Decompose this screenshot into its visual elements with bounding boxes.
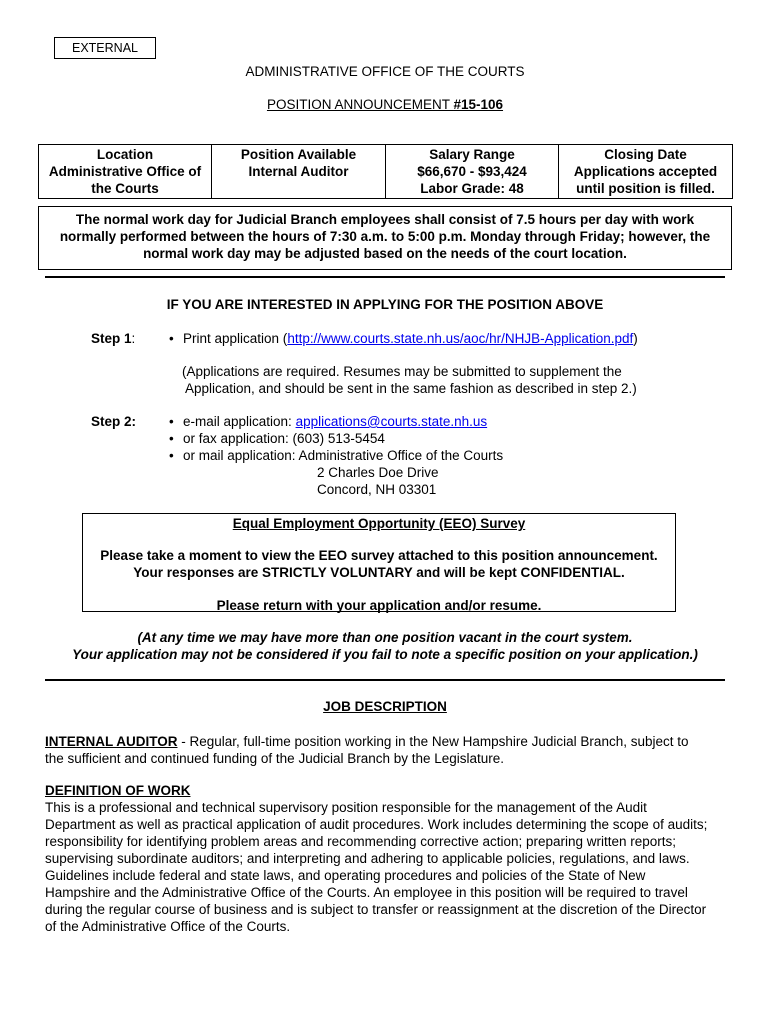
definition-line: supervising subordinate auditors; and interpreting and adhering to applicable policies, regulations, and laws. [45, 851, 690, 866]
step1-label: Step 1: [91, 331, 136, 346]
definition-line: responsibility for identifying problem areas and recommending corrective action; preparing written reports; [45, 834, 677, 849]
email-prefix: e-mail application: [183, 414, 296, 429]
step2-label: Step 2: [91, 414, 137, 429]
closing-line2: until position is filled. [576, 181, 715, 196]
eeo-line3: Please return with your application and/or resume. [216, 598, 542, 613]
header-salary: Salary Range [386, 145, 559, 164]
application-email-link[interactable]: applications@courts.state.nh.us [295, 414, 488, 429]
divider [45, 276, 725, 278]
position-value: Internal Auditor [248, 164, 349, 179]
header-location: Location [39, 145, 212, 164]
organization-title: ADMINISTRATIVE OFFICE OF THE COURTS [245, 64, 525, 79]
closing-cell [559, 163, 733, 199]
table-row [39, 163, 733, 199]
step2-email-item [183, 413, 487, 430]
notice-line2: Your application may not be considered if you fail to note a specific position on your application.) [72, 647, 698, 662]
eeo-survey-box [82, 513, 676, 612]
divider [45, 679, 725, 681]
job-intro-line1: INTERNAL AUDITOR - Regular, full-time position working in the New Hampshire Judicial Branch, subject to [45, 734, 689, 749]
salary-line2: Labor Grade: 48 [420, 181, 524, 196]
step1-note-line1: (Applications are required. Resumes may be submitted to supplement the [182, 364, 622, 379]
external-tag: EXTERNAL [54, 37, 156, 59]
job-intro [45, 733, 735, 767]
location-line1: Administrative Office of [48, 164, 202, 179]
eeo-line1: Please take a moment to view the EEO survey attached to this position announcement. [100, 548, 658, 563]
workday-line3: normal work day may be adjusted based on the needs of the court location. [143, 246, 627, 261]
mail-address-line1: 2 Charles Doe Drive [317, 465, 439, 480]
notice-line1: (At any time we may have more than one position vacant in the court system. [137, 630, 633, 645]
step1-print-item [183, 330, 638, 347]
application-pdf-link[interactable]: http://www.courts.state.nh.us/aoc/hr/NHJB-Application.pdf [287, 331, 634, 346]
definition-line: of the Administrative Office of the Courts. [45, 919, 291, 934]
step1-note-line2: Application, and should be sent in the same fashion as described in step 2.) [185, 381, 637, 396]
job-intro-line2: the sufficient and continued funding of the Judicial Branch by the Legislature. [45, 751, 505, 766]
announcement-number: #15-106 [453, 97, 504, 112]
definition-line: during the regular course of business and is subject to transfer or reassignment at the discretion of the Director [45, 902, 707, 917]
workday-notice-box [38, 206, 732, 270]
salary-line1: $66,670 - $93,424 [417, 164, 527, 179]
definition-line: Hampshire and the Administrative Office of the Courts. An employee in this position will be required to travel [45, 885, 688, 900]
step1-text-before: Print application ( [183, 331, 288, 346]
table-header-row [39, 145, 733, 164]
mail-address-line2: Concord, NH 03301 [317, 482, 437, 497]
header-closing: Closing Date [559, 145, 733, 164]
location-cell [39, 163, 212, 199]
closing-line1: Applications accepted [573, 164, 718, 179]
apply-heading: IF YOU ARE INTERESTED IN APPLYING FOR THE POSITION ABOVE [166, 297, 604, 312]
position-cell [212, 163, 386, 199]
definition-line: This is a professional and technical supervisory position responsible for the management of the Audit [45, 800, 647, 815]
workday-line2: normally performed between the hours of 7:30 a.m. to 5:00 p.m. Monday through Friday; however, the [59, 229, 711, 244]
definition-body [45, 799, 735, 935]
header-position: Position Available [212, 145, 386, 164]
step1-text-after: ) [633, 331, 638, 346]
announcement-title [0, 96, 770, 113]
definition-line: Guidelines include federal and state laws, and operating procedures and policies of the State of New [45, 868, 646, 883]
job-description-heading: JOB DESCRIPTION [323, 699, 447, 714]
announcement-prefix: POSITION ANNOUNCEMENT [266, 97, 454, 112]
definition-heading: DEFINITION OF WORK [45, 783, 191, 798]
salary-cell [386, 163, 559, 199]
job-title: INTERNAL AUDITOR [45, 734, 178, 749]
location-line2: the Courts [91, 181, 159, 196]
eeo-line2: Your responses are STRICTLY VOLUNTARY and will be kept CONFIDENTIAL. [133, 565, 625, 580]
position-info-table [38, 144, 733, 199]
eeo-title: Equal Employment Opportunity (EEO) Survey [232, 516, 526, 531]
step2-fax-item: • or fax application: (603) 513-5454 [183, 430, 385, 447]
workday-line1: The normal work day for Judicial Branch employees shall consist of 7.5 hours per day with work [75, 212, 695, 227]
step2-mail-item: • or mail application: Administrative Office of the Courts [183, 447, 503, 464]
definition-line: Department as well as practical application of audit procedures. Work includes determining the scope of audits; [45, 817, 708, 832]
